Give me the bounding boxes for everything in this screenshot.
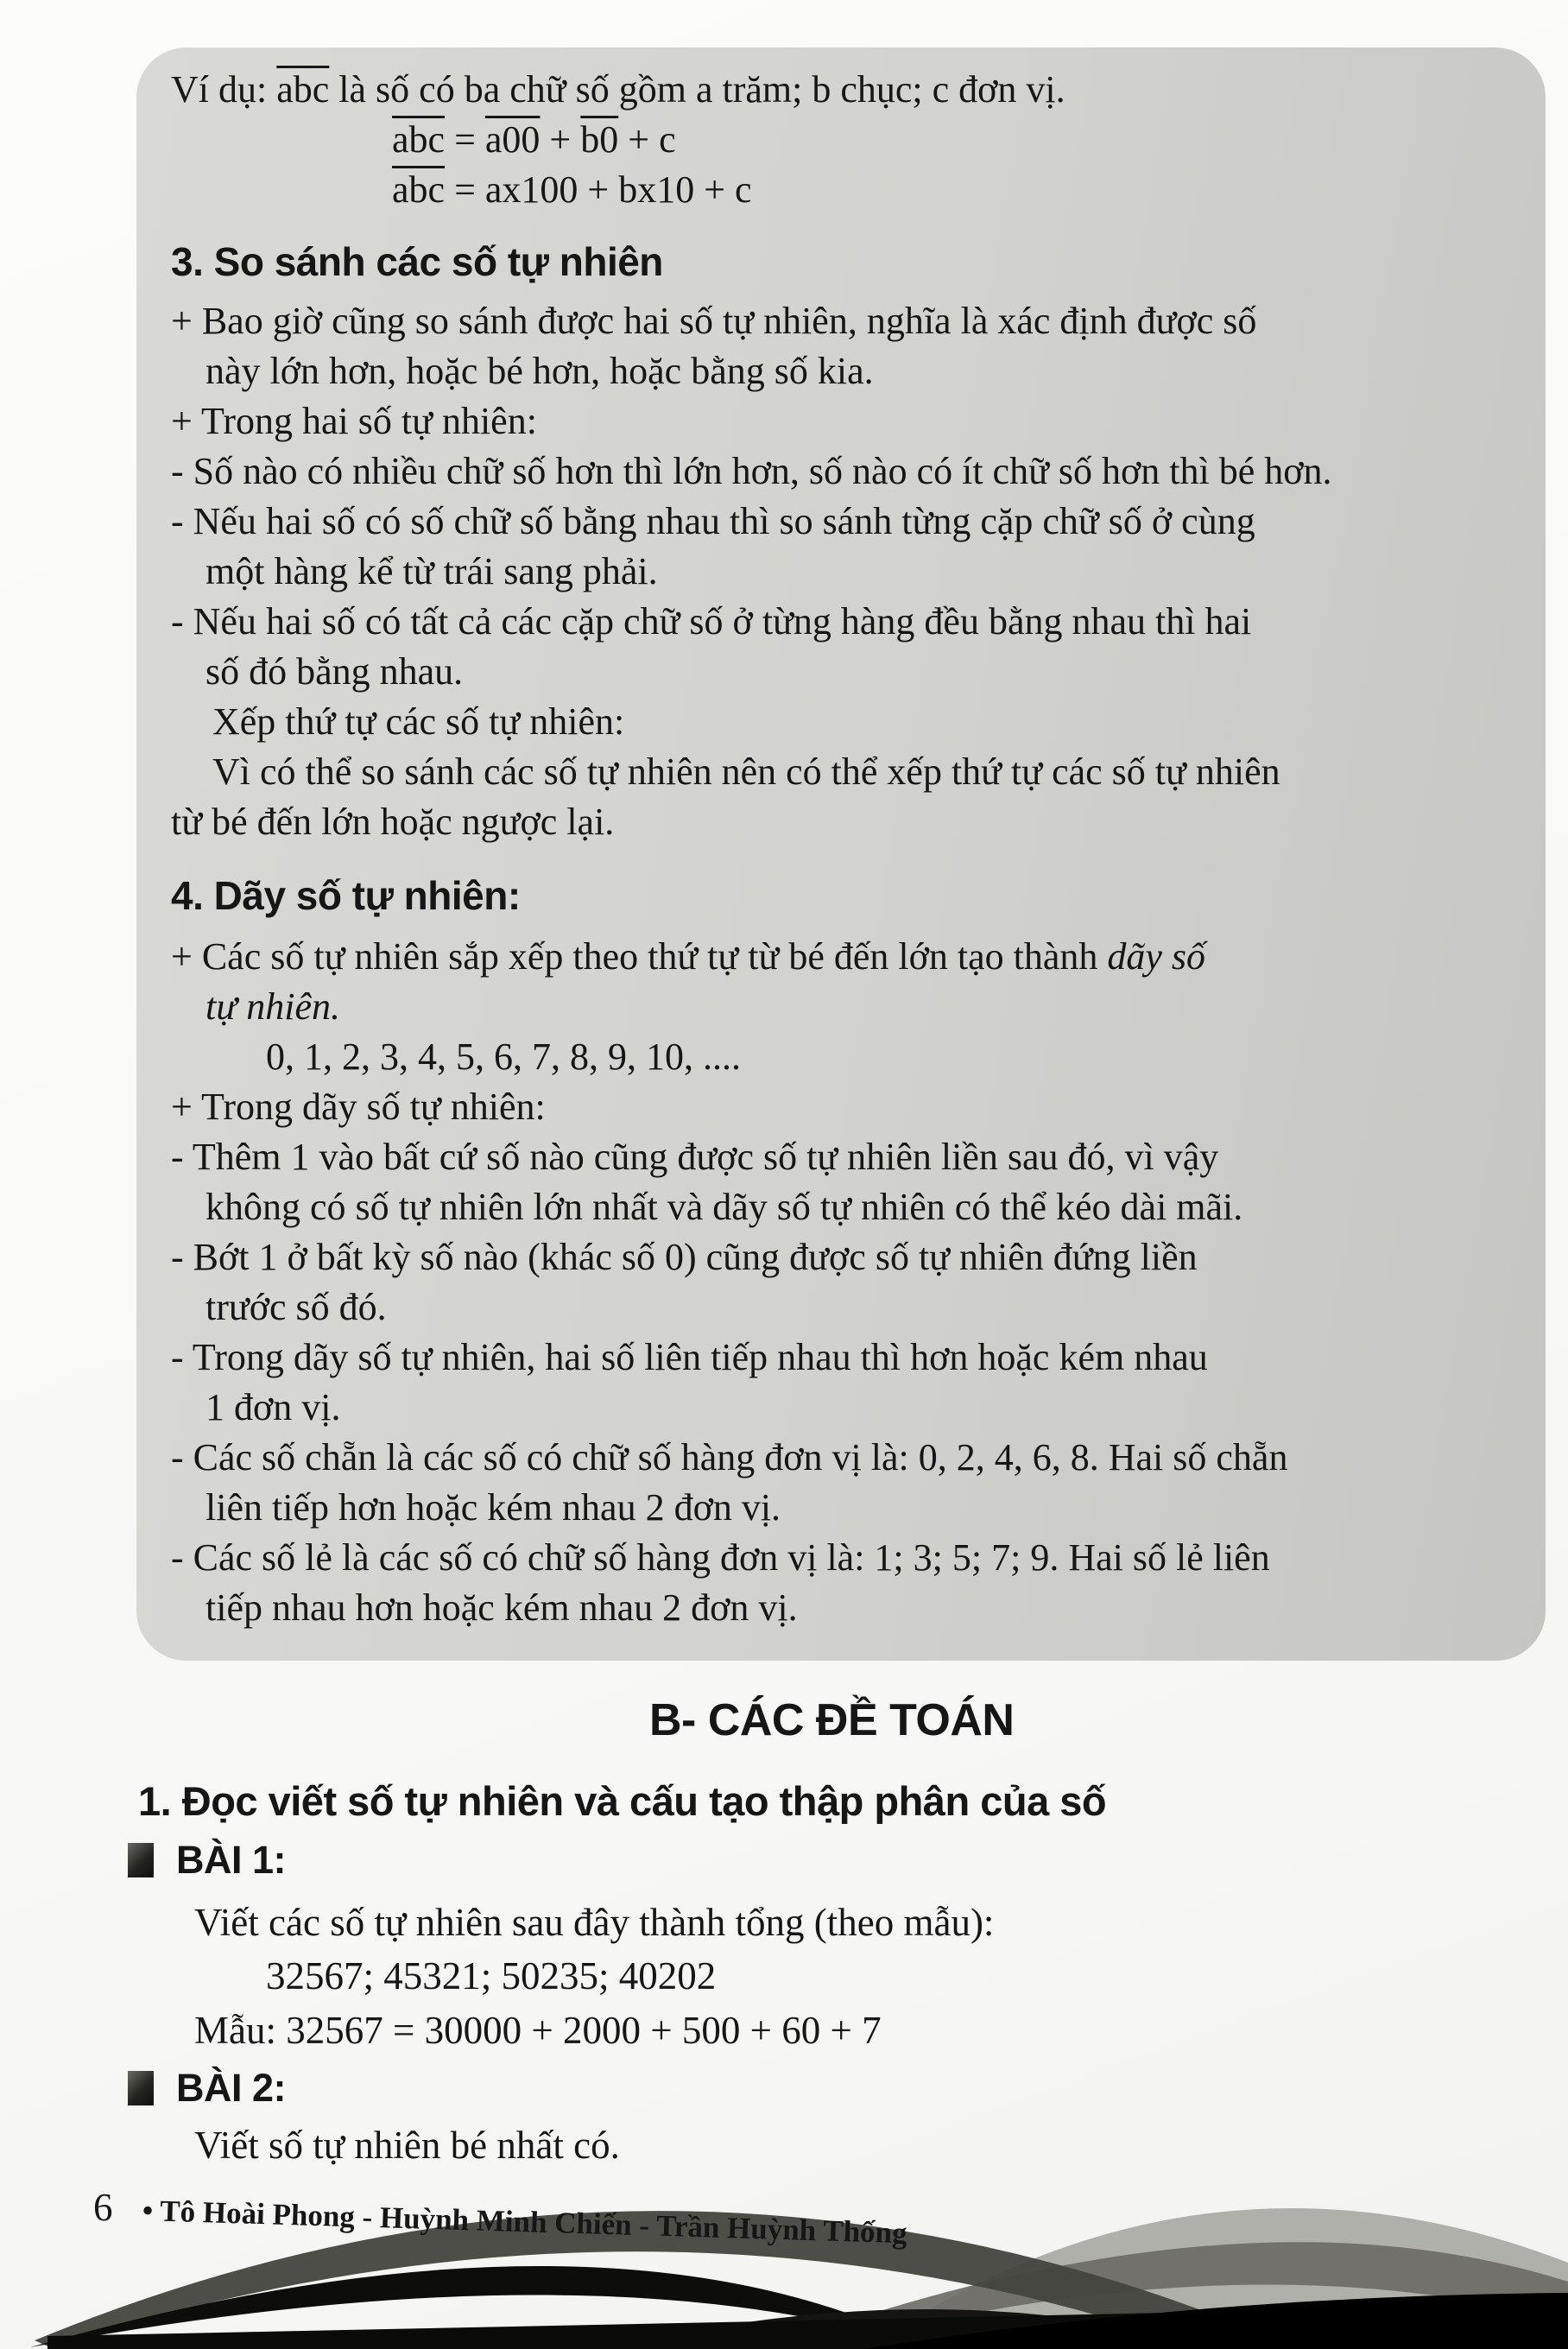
product-expansion: = ax100 + bx10 + c: [445, 168, 752, 211]
page-number: 6: [93, 2186, 113, 2229]
number-sequence: 0, 1, 2, 3, 4, 5, 6, 7, 8, 9, 10, ....: [266, 1035, 741, 1078]
bai2-task: Viết số tự nhiên bé nhất có.: [194, 2124, 620, 2167]
problems-section-heading: B- CÁC ĐỀ TOÁN: [649, 1695, 1015, 1745]
theory-line: - Trong dãy số tự nhiên, hai số liên tiếp nhau thì hơn hoặc kém nhau: [171, 1336, 1208, 1378]
topic1-heading: 1. Đọc viết số tự nhiên và cấu tạo thập phân của số: [138, 1778, 1107, 1824]
equals: =: [445, 118, 485, 161]
sequence-def: + Các số tự nhiên sắp xếp theo thứ tự từ bé đến lớn tạo thành: [171, 935, 1108, 978]
bai1-label: BÀI 1:: [176, 1838, 287, 1882]
theory-line: Xếp thứ tự các số tự nhiên:: [212, 700, 625, 743]
theory-line: này lớn hơn, hoặc bé hơn, hoặc bằng số kia.: [205, 350, 874, 392]
bai1-sample: Mẫu: 32567 = 30000 + 2000 + 500 + 60 + 7: [194, 2009, 882, 2052]
bai2-heading: [128, 2066, 286, 2111]
theory-line: - Các số chẵn là các số có chữ số hàng đơn vị là: 0, 2, 4, 6, 8. Hai số chẵn: [171, 1436, 1288, 1478]
a00-overline: a00: [484, 118, 541, 161]
abc-overline: $\overline{abc}$: [392, 168, 446, 211]
plus-c: + c: [618, 118, 676, 161]
example-prefix: Ví dụ:: [171, 68, 277, 111]
theory-line: - Bớt 1 ở bất kỳ số nào (khác số 0) cũng được số tự nhiên đứng liền: [171, 1236, 1198, 1278]
theory-line: - Nếu hai số có tất cả các cặp chữ số ở từng hàng đều bằng nhau thì hai: [171, 600, 1252, 643]
bai1-heading: [128, 1838, 286, 1883]
bai1-numbers: 32567; 45321; 50235; 40202: [266, 1954, 717, 1998]
theory-line: - Số nào có nhiều chữ số hơn thì lớn hơn, số nào có ít chữ số hơn thì bé hơn.: [171, 450, 1332, 492]
theory-line: Vì có thể so sánh các số tự nhiên nên có thể xếp thứ tự các số tự nhiên: [212, 750, 1280, 793]
theory-box: [136, 47, 1546, 1661]
theory-line: + Bao giờ cũng so sánh được hai số tự nhiên, nghĩa là xác định được số: [171, 300, 1257, 342]
theory-line: - Nếu hai số có số chữ số bằng nhau thì so sánh từng cặp chữ số ở cùng: [171, 500, 1255, 542]
bullet-square-icon: [128, 1843, 154, 1877]
theory-line: tự nhiên.: [205, 985, 340, 1028]
b0-overline: b0: [580, 118, 619, 161]
page-footer: [79, 2169, 907, 2251]
abc-overline: $\overline{abc}$: [276, 68, 330, 111]
formula-multiplication: [171, 165, 1521, 215]
footer-authors: • Tô Hoài Phong - Huỳnh Minh Chiến - Trần Huỳnh Thống: [141, 2194, 907, 2251]
theory-line: 1 đơn vị.: [205, 1386, 341, 1428]
example-rest: là số có ba chữ số gồm a trăm; b chục; c đơn vị.: [329, 68, 1065, 111]
theory-line: không có số tự nhiên lớn nhất và dãy số tự nhiên có thể kéo dài mãi.: [205, 1186, 1243, 1228]
theory-line: [171, 932, 1521, 982]
section4-heading: 4. Dãy số tự nhiên:: [171, 873, 521, 918]
bullet-square-icon: [128, 2071, 154, 2105]
sequence-term-italic: dãy số: [1107, 935, 1206, 978]
abc-overline: $\overline{abc}$: [392, 118, 446, 161]
example-line: [171, 65, 1521, 115]
theory-line: một hàng kể từ trái sang phải.: [205, 550, 658, 592]
theory-line: số đó bằng nhau.: [205, 650, 464, 693]
theory-line: - Các số lẻ là các số có chữ số hàng đơn vị là: 1; 3; 5; 7; 9. Hai số lẻ liên: [171, 1536, 1270, 1579]
theory-line: tiếp nhau hơn hoặc kém nhau 2 đơn vị.: [205, 1586, 798, 1629]
theory-line: - Thêm 1 vào bất cứ số nào cũng được số tự nhiên liền sau đó, vì vậy: [171, 1136, 1219, 1178]
theory-line: trước số đó.: [205, 1286, 387, 1328]
bai1-task: Viết các số tự nhiên sau đây thành tổng (theo mẫu):: [194, 1901, 995, 1944]
theory-line: từ bé đến lớn hoặc ngược lại.: [171, 801, 615, 843]
formula-decomposition: [171, 115, 1521, 165]
bai2-label: BÀI 2:: [176, 2066, 287, 2110]
plus: +: [540, 118, 581, 161]
theory-line: liên tiếp hơn hoặc kém nhau 2 đơn vị.: [205, 1486, 781, 1529]
theory-line: + Trong dãy số tự nhiên:: [171, 1086, 546, 1128]
theory-line: + Trong hai số tự nhiên:: [171, 400, 537, 442]
section3-heading: 3. So sánh các số tự nhiên: [171, 239, 663, 284]
